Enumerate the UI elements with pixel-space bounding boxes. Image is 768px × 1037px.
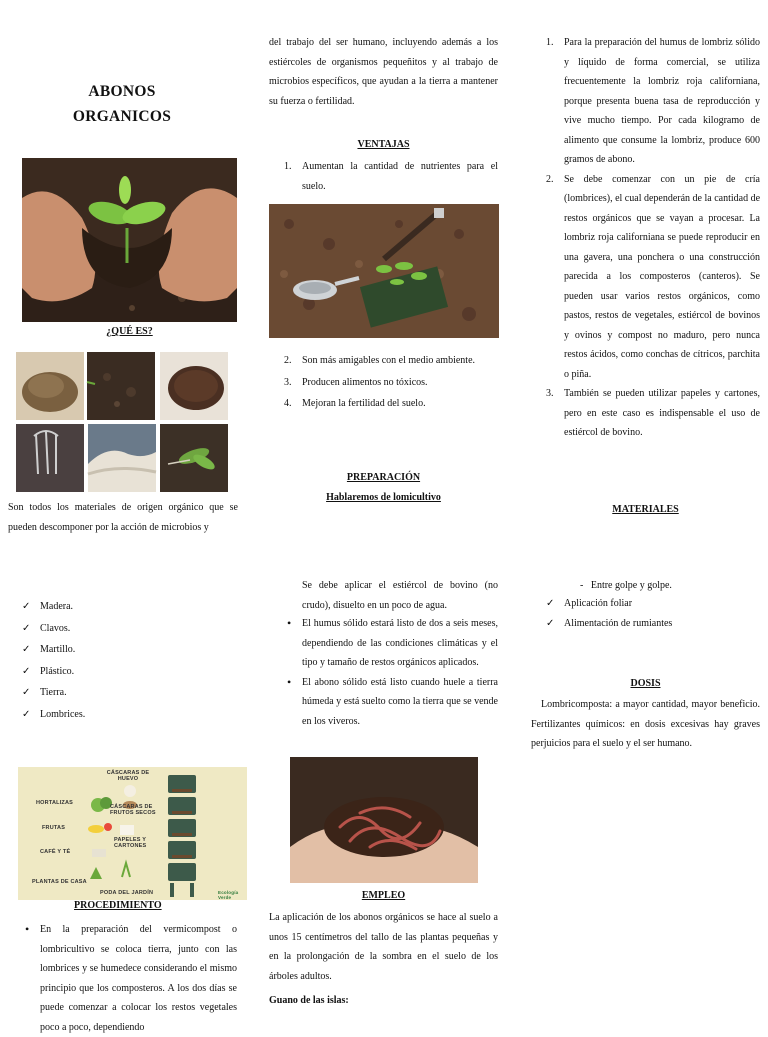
ventaja-item: 2. Son más amigables con el medio ambiente.	[284, 355, 476, 366]
guide-label-nutshells: CÁSCARAS DE FRUTOS SECOS	[110, 804, 156, 817]
guide-label-garden-pruning: PODA DEL JARDÍN	[100, 890, 154, 896]
guide-label-coffee: CAFÉ Y TÉ	[40, 849, 71, 855]
guide-label-vegetables: HORTALIZAS	[36, 800, 74, 806]
preparation-intro-text: Se debe aplicar el estiércol de bovino (no crudo), disuelto en un poco de agua.	[302, 580, 498, 611]
materiales-heading: MATERIALES	[612, 504, 679, 515]
usage-checklist	[546, 594, 754, 633]
procedure-heading: PROCEDIMIENTO	[74, 900, 162, 911]
guide-label-eggshells: CÁSCARAS DE HUEVO	[106, 770, 150, 783]
guano-heading: Guano de las islas:	[269, 995, 349, 1006]
checklist-item: ✓ Martillo.	[40, 639, 230, 661]
materials-checklist	[22, 596, 230, 725]
empleo-text: La aplicación de los abonos orgánicos se hace al suelo a unos 15 centímetros del tallo de las plantas pequeñas y en la prolongación de la sombra en el suelo de los árboles adultos.	[269, 912, 498, 982]
ventaja-item: 3. Producen alimentos no tóxicos.	[284, 376, 428, 388]
checklist-item: ✓ Clavos.	[40, 618, 230, 640]
guide-brand-logo: Ecología Verde	[218, 890, 239, 900]
check-icon: ✓	[22, 708, 31, 720]
checklist-item: ✓ Alimentación de rumiantes	[564, 614, 754, 634]
checklist-item: ✓ Tierra.	[40, 682, 230, 704]
preparation-bullet: • El abono sólido está listo cuando huele a tierra húmeda y está suelto como la tierra que se vende en los viveros.	[302, 673, 498, 732]
compost-image-3	[160, 352, 228, 420]
ventaja-item: 1. Aumentan la cantidad de nutrientes para el suelo.	[284, 161, 498, 192]
checklist-item: ✓ Lombrices.	[40, 704, 230, 726]
dash-item: - Entre golpe y golpe.	[580, 580, 672, 591]
check-icon: ✓	[22, 622, 31, 634]
check-icon: ✓	[22, 665, 31, 677]
dosis-text: Lombricomposta: a mayor cantidad, mayor beneficio. Fertilizantes químicos: en dosis excesivas hay graves perjuicios para el suelo y el ser humano.	[531, 699, 760, 749]
preparation-step: 3. También se pueden utilizar papeles y cartones, pero en este caso es indispensable el uso de estiércol de bovino.	[546, 388, 760, 438]
preparacion-heading: PREPARACIÓN	[346, 472, 421, 483]
compost-image-1	[16, 352, 84, 420]
compost-image-6	[160, 424, 228, 492]
ventajas-list-1	[284, 157, 498, 196]
dash-icon: -	[580, 580, 584, 591]
preparation-bullets	[302, 614, 498, 731]
dosis-heading: DOSIS	[630, 678, 661, 689]
checklist-item: ✓ Plástico.	[40, 661, 230, 683]
vermicompost-guide-image	[18, 767, 247, 900]
checklist-item: ✓ Madera.	[40, 596, 230, 618]
que-es-heading: ¿QUÉ ES?	[106, 326, 153, 337]
preparation-bullet: • El humus sólido estará listo de dos a seis meses, dependiendo de las condiciones climáticas y el tipo y tamaño de restos orgánicos aplicados.	[302, 614, 498, 673]
preparation-steps-list	[546, 33, 761, 443]
preparation-step: 1. Para la preparación del humus de lombriz sólido y líquido de forma comercial, se utiliza frecuentemente la lombriz roja californiana, porque presenta buena tasa de reproducción y vive mucho tiempo. Por cada kilogramo de alimento que consume la lombriz, produce 600 gramos de abono.	[546, 37, 760, 165]
check-icon: ✓	[546, 617, 555, 629]
worms-in-hand-photo	[290, 757, 478, 883]
empleo-heading: EMPLEO	[361, 890, 406, 901]
checklist-item: ✓ Aplicación foliar	[564, 594, 754, 614]
guide-label-houseplants: PLANTAS DE CASA	[32, 879, 87, 885]
compost-image-4	[16, 424, 84, 492]
soil-seedlings-photo	[269, 204, 499, 338]
procedure-item: • En la preparación del vermicompost o lombricultivo se coloca tierra, junto con las lombrices y se humedece considerando el mismo principio que los composteros. A los dos días se puede comenzar a colocar los restos vegetales poco a poco, dependiendo	[40, 920, 237, 1037]
guide-label-papers: PAPELES Y CARTONES	[114, 837, 147, 850]
compost-image-2	[87, 352, 155, 420]
procedure-list	[40, 920, 237, 1033]
guide-label-fruits: FRUTAS	[42, 825, 66, 831]
document-title	[30, 80, 214, 130]
preparacion-subheading: Hablaremos de lomicultivo	[326, 492, 441, 503]
check-icon: ✓	[546, 598, 555, 609]
intro-continued-text: del trabajo del ser humano, incluyendo además a los estiércoles de organismos pequeñitos y al trabajo de microbios específicos, que ayudan a la tierra a mantener su fuerza o fertilidad.	[269, 37, 498, 107]
title-line-2: ORGANICOS	[72, 107, 172, 125]
ventaja-item: 4. Mejoran la fertilidad del suelo.	[284, 398, 426, 409]
check-icon: ✓	[22, 601, 31, 612]
compost-image-5	[88, 424, 156, 492]
ventajas-list-2	[284, 350, 498, 415]
check-icon: ✓	[22, 644, 31, 655]
ventajas-heading: VENTAJAS	[357, 139, 410, 150]
preparation-step: 2. Se debe comenzar con un pie de cría (lombrices), el cual dependerán de la cantidad de restos orgánicos que se vayan a procesar. La lombriz roja californiana se puede reproducir en una gavera, una ponchera o una construcción parecida a los composteros (canteros). Se pueden usar varios restos orgánicos, como pastos, restos de vegetales, estiércol de bovinos y ovinos y compost no maduro, pero nunca restos ácidos, como conchas de cítricos, parchita o piña.	[546, 173, 761, 380]
check-icon: ✓	[22, 687, 31, 698]
definition-text: Son todos los materiales de origen orgánico que se pueden descomponer por la acción de microbios y	[8, 502, 238, 533]
hands-seedling-photo	[22, 158, 237, 322]
title-line-1: ABONOS	[88, 83, 156, 100]
